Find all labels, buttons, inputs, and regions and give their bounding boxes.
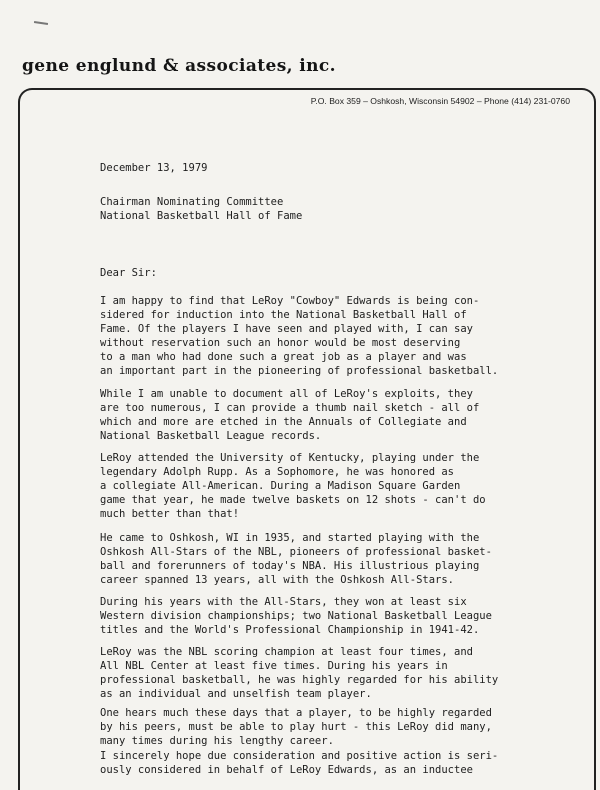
body-line: a collegiate All-American. During a Madison Square Garden bbox=[100, 480, 461, 492]
body-line: National Basketball League records. bbox=[100, 430, 322, 442]
body-line: Western division championships; two National Basketball League bbox=[100, 610, 492, 622]
body-line: much better than that! bbox=[100, 508, 240, 520]
body-line: LeRoy attended the University of Kentucky, playing under the bbox=[100, 452, 480, 464]
body-line: sidered for induction into the National Basketball Hall of bbox=[100, 309, 467, 321]
body-line: to a man who had done such a great job as a player and was bbox=[100, 351, 467, 363]
body-line: are too numerous, I can provide a thumb nail sketch - all of bbox=[100, 402, 480, 414]
salutation: Dear Sir: bbox=[100, 267, 157, 279]
body-line: LeRoy was the NBL scoring champion at least four times, and bbox=[100, 646, 473, 658]
body-line: many times during his lengthy career. bbox=[100, 735, 334, 747]
body-line: While I am unable to document all of LeRoy's exploits, they bbox=[100, 388, 473, 400]
body-line: by his peers, must be able to play hurt - this LeRoy did many, bbox=[100, 721, 492, 733]
body-line: an important part in the pioneering of professional basketball. bbox=[100, 365, 499, 377]
recipient-line: National Basketball Hall of Fame bbox=[100, 210, 303, 222]
body-line: career spanned 13 years, all with the Oshkosh All-Stars. bbox=[100, 574, 455, 586]
body-line: titles and the World's Professional Championship in 1941-42. bbox=[100, 624, 480, 636]
body-line: ball and forerunners of today's NBA. His illustrious playing bbox=[100, 560, 480, 572]
body-line: Oshkosh All-Stars of the NBL, pioneers of professional basket- bbox=[100, 546, 492, 558]
body-line: During his years with the All-Stars, they won at least six bbox=[100, 596, 467, 608]
body-line: Fame. Of the players I have seen and played with, I can say bbox=[100, 323, 473, 335]
body-line: which and more are etched in the Annuals of Collegiate and bbox=[100, 416, 467, 428]
body-line: game that year, he made twelve baskets on 12 shots - can't do bbox=[100, 494, 486, 506]
body-line: as an individual and unselfish team player. bbox=[100, 688, 372, 700]
body-line: legendary Adolph Rupp. As a Sophomore, he was honored as bbox=[100, 466, 455, 478]
body-line: without reservation such an honor would be most deserving bbox=[100, 337, 461, 349]
recipient-line: Chairman Nominating Committee bbox=[100, 196, 284, 208]
letter-date: December 13, 1979 bbox=[100, 162, 208, 174]
company-letterhead: gene englund & associates, inc. bbox=[22, 56, 336, 76]
body-line: He came to Oshkosh, WI in 1935, and started playing with the bbox=[100, 532, 480, 544]
body-line: One hears much these days that a player, to be highly regarded bbox=[100, 707, 492, 719]
company-address: P.O. Box 359 – Oshkosh, Wisconsin 54902 – Phone (414) 231-0760 bbox=[310, 96, 570, 106]
body-line: professional basketball, he was highly regarded for his ability bbox=[100, 674, 499, 686]
body-line: ously considered in behalf of LeRoy Edwards, as an inductee bbox=[100, 764, 473, 776]
scan-mark bbox=[34, 21, 48, 25]
body-line: I sincerely hope due consideration and positive action is seri- bbox=[100, 750, 499, 762]
body-line: I am happy to find that LeRoy "Cowboy" Edwards is being con- bbox=[100, 295, 480, 307]
body-line: All NBL Center at least five times. During his years in bbox=[100, 660, 448, 672]
